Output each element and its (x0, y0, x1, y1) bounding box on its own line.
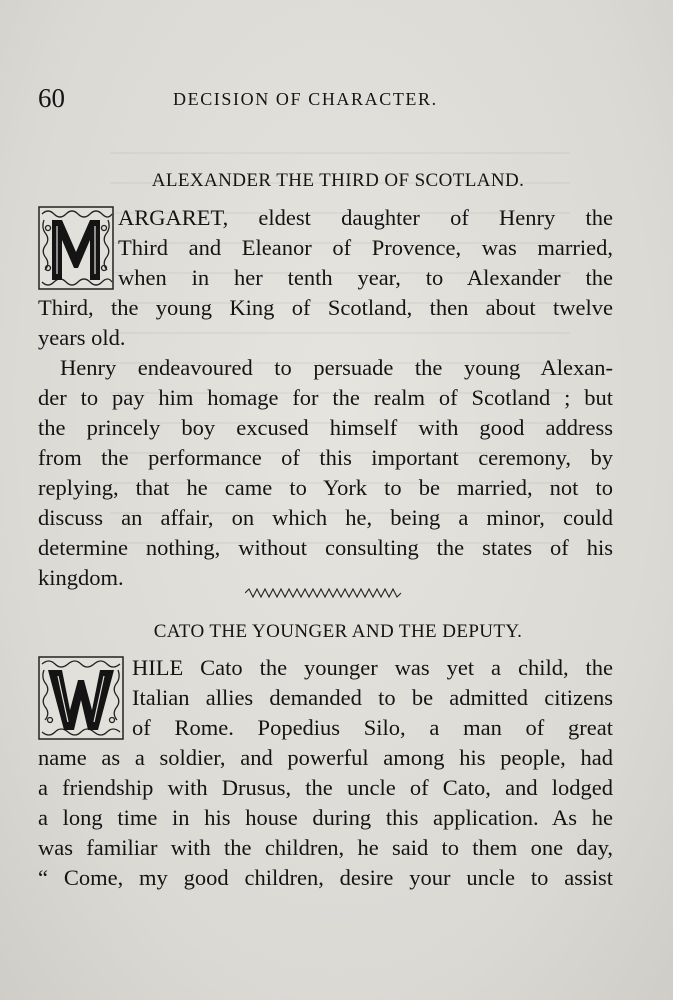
text-line: Third and Eleanor of Provence, was married, (118, 235, 613, 260)
text-line: Third, the young King of Scotland, then about twelve (38, 295, 613, 320)
text-line: name as a soldier, and powerful among his people, had (38, 745, 613, 770)
text-line: years old. (38, 325, 126, 350)
text-line: determine nothing, without consulting the states of his (38, 535, 613, 560)
section-title-alexander: ALEXANDER THE THIRD OF SCOTLAND. (151, 170, 525, 191)
text-line: ARGARET, eldest daughter of Henry the (118, 205, 613, 230)
text-line: when in her tenth year, to Alexander the (118, 265, 613, 290)
text-line: was familiar with the children, he said to them one day, (38, 835, 613, 860)
section-title-cato: CATO THE YOUNGER AND THE DEPUTY. (153, 621, 523, 642)
text-line: of Rome. Popedius Silo, a man of great (132, 715, 613, 740)
text-line: “ Come, my good children, desire your uncle to assist (38, 865, 613, 890)
drop-cap-m-ornament (38, 206, 114, 290)
drop-cap-w-ornament (38, 656, 124, 740)
text-line: HILE Cato the younger was yet a child, the (132, 655, 613, 680)
running-title: DECISION OF CHARACTER. (173, 89, 438, 109)
text-line: replying, that he came to York to be married, not to (38, 475, 613, 500)
text-line: Henry endeavoured to persuade the young Alexan- (60, 355, 613, 380)
text-line: a long time in his house during this application. As he (38, 805, 613, 830)
text-line: der to pay him homage for the realm of Scotland ; but (38, 385, 613, 410)
text-line: the princely boy excused himself with good address (38, 415, 613, 440)
text-line: a friendship with Drusus, the uncle of Cato, and lodged (38, 775, 613, 800)
text-line: discuss an affair, on which he, being a minor, could (38, 505, 613, 530)
text-line: from the performance of this important ceremony, by (38, 445, 613, 470)
page-header (38, 82, 638, 114)
section-divider-ornament (245, 588, 403, 598)
page-number: 60 (38, 83, 65, 113)
text-line: Italian allies demanded to be admitted citizens (132, 685, 613, 710)
text-line: kingdom. (38, 565, 124, 590)
